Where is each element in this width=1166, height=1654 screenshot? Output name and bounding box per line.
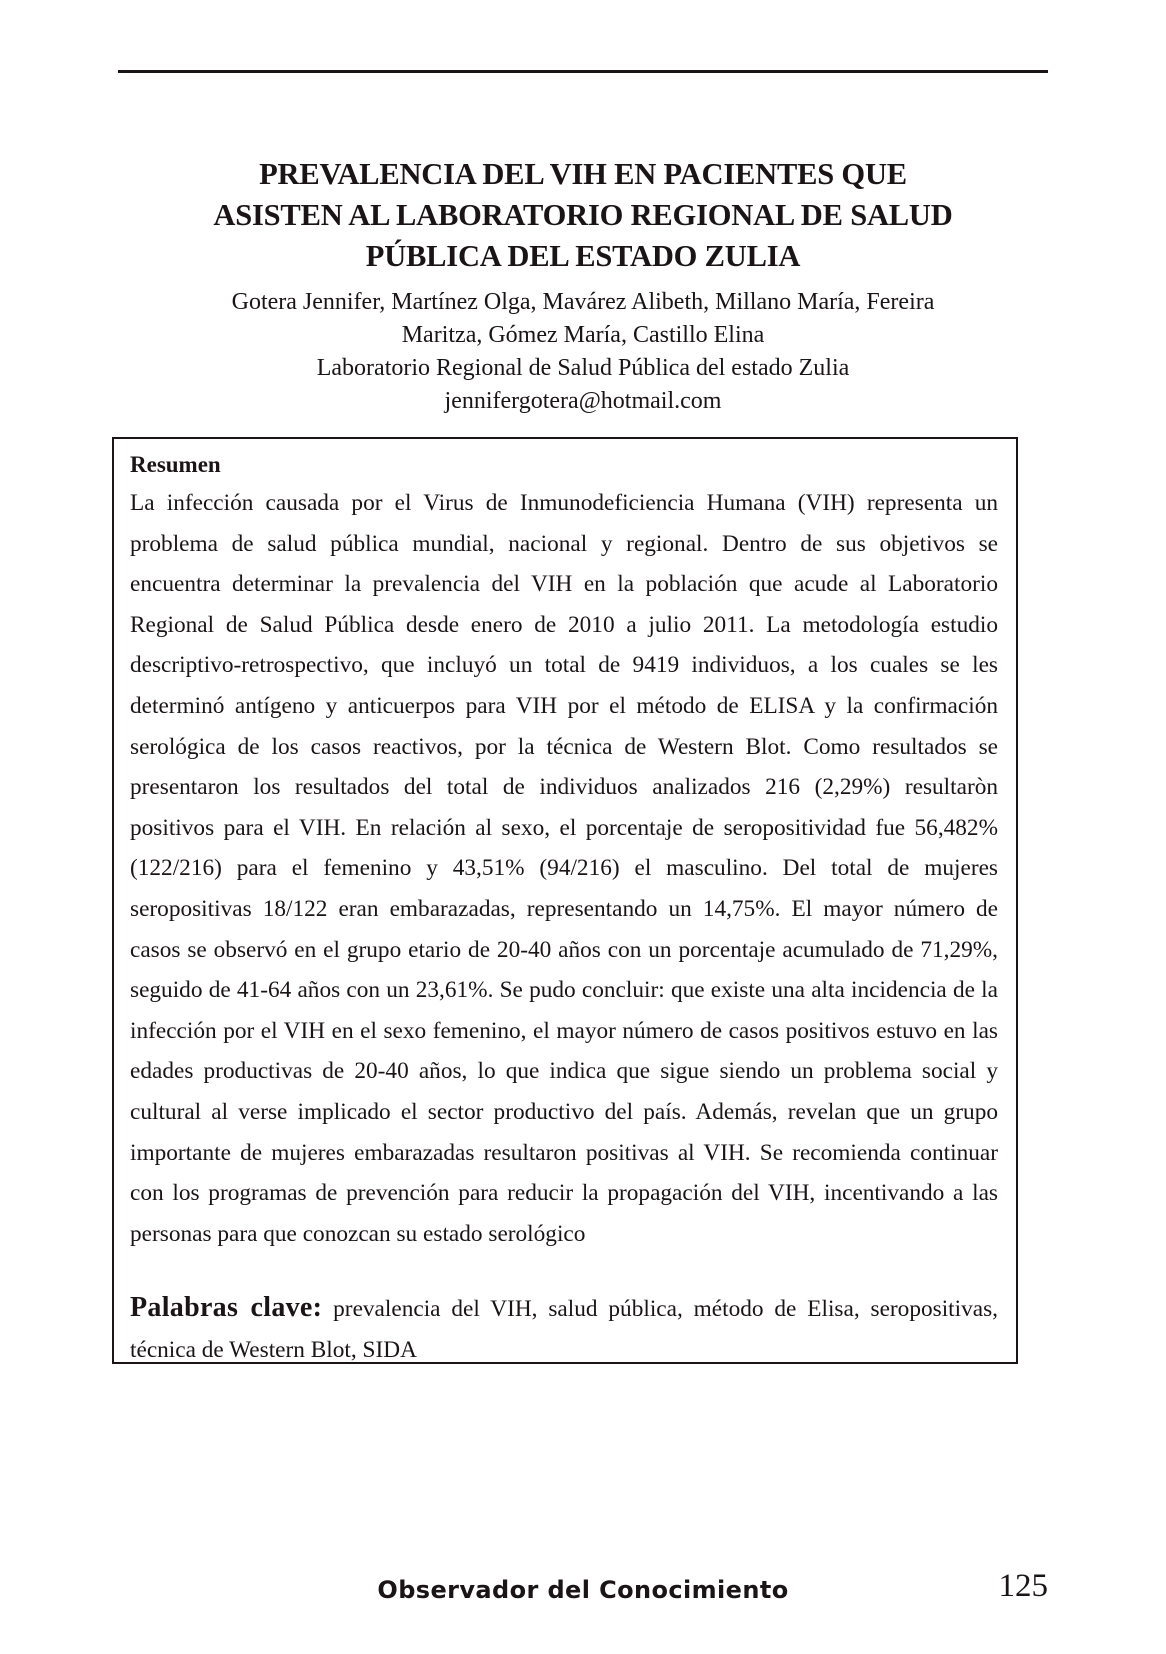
keywords-label: Palabras clave: <box>130 1292 323 1324</box>
footer-journal-title: Observador del Conocimiento <box>377 1576 789 1604</box>
title-line-2: ASISTEN AL LABORATORIO REGIONAL DE SALUD <box>213 198 953 233</box>
header-rule <box>118 70 1048 73</box>
contact-email: jennifergotera@hotmail.com <box>444 388 722 414</box>
page-title <box>118 154 1048 277</box>
keywords-line <box>130 1288 998 1370</box>
affiliation: Laboratorio Regional de Salud Pública del estado Zulia <box>316 355 850 381</box>
title-line-3: PÚBLICA DEL ESTADO ZULIA <box>365 239 801 274</box>
author-block <box>118 286 1048 418</box>
abstract-heading: Resumen <box>130 452 221 477</box>
keywords-text: prevalencia del VIH, salud pública, método de Elisa, seropositivas, técnica de Western Blot, SIDA <box>130 1296 998 1363</box>
authors-line-1: Gotera Jennifer, Martínez Olga, Mavárez Alibeth, Millano María, Fereira <box>231 289 935 315</box>
title-line-1: PREVALENCIA DEL VIH EN PACIENTES QUE <box>259 157 907 192</box>
authors-line-2: Maritza, Gómez María, Castillo Elina <box>401 322 765 348</box>
abstract-body: La infección causada por el Virus de Inmunodeficiencia Humana (VIH) representa un problema de salud pública mundial, nacional y regional. Dentro de sus objetivos se encuentra determinar la prevalencia del VIH en la población que acude al Laboratorio Regional de Salud Pública desde enero de 2010 a julio 2011. La metodología estudio descriptivo-retrospectivo, que incluyó un total de 9419 individuos, a los cuales se les determinó antígeno y anticuerpos para VIH por el método de ELISA y la confirmación serológica de los casos reactivos, por la técnica de Western Blot. Como resultados se presentaron los resultados del total de individuos analizados 216 (2,29%) resultaròn positivos para el VIH. En relación al sexo, el porcentaje de seropositividad fue 56,482% (122/216) para el femenino y 43,51% (94/216) el masculino. Del total de mujeres seropositivas 18/122 eran embarazadas, representando un 14,75%. El mayor número de casos se observó en el grupo etario de 20-40 años con un porcentaje acumulado de 71,29%, seguido de 41-64 años con un 23,61%. Se pudo concluir: que existe una alta incidencia de la infección por el VIH en el sexo femenino, el mayor número de casos positivos estuvo en las edades productivas de 20-40 años, lo que indica que sigue siendo un problema social y cultural al verse implicado el sector productivo del país. Además, revelan que un grupo importante de mujeres embarazadas resultaron positivas al VIH. Se recomienda continuar con los programas de prevención para reducir la propagación del VIH, incentivando a las personas para que conozcan su estado serológico <box>130 490 998 1247</box>
footer-page-number: 125 <box>998 1568 1048 1604</box>
abstract-box <box>112 437 1018 1364</box>
